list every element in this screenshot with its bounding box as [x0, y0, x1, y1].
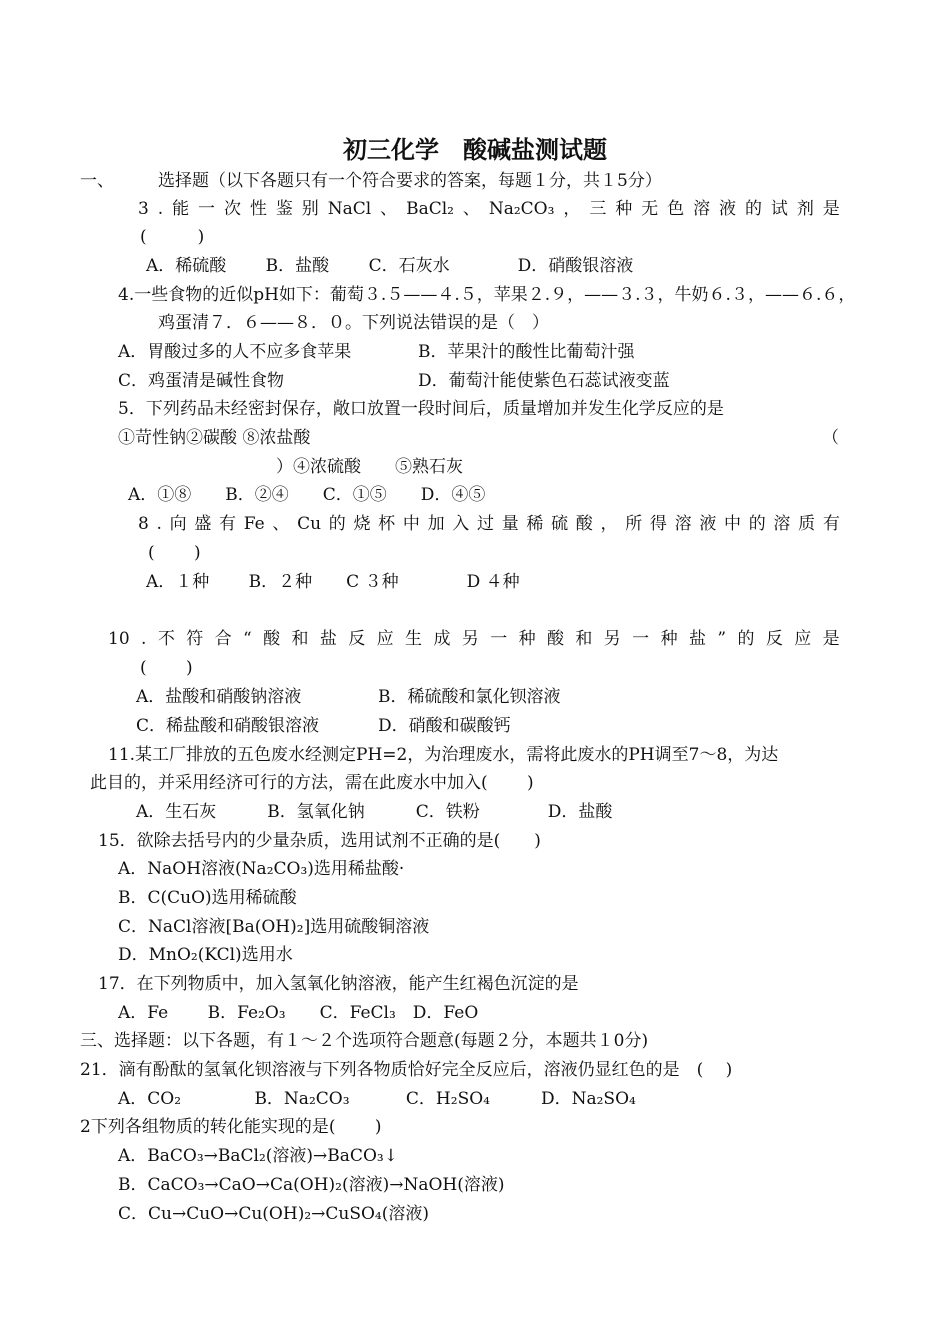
q11-stem-line1: 11.某工厂排放的五色废水经测定PH=2，为治理废水，需将此废水的PH调至7～8，为达 [108, 745, 779, 765]
q4-option-b: B．苹果汁的酸性比葡萄汁强 [418, 342, 635, 362]
q10-option-a: A．盐酸和硝酸钠溶液 [136, 687, 302, 707]
q10-option-b: B．稀硫酸和氯化钡溶液 [378, 687, 561, 707]
q21-stem: 21．滴有酚酞的氢氧化钡溶液与下列各物质恰好完全反应后，溶液仍显红色的是 ( ) [80, 1060, 733, 1080]
q17-stem: 17．在下列物质中，加入氢氧化钠溶液，能产生红褐色沉淀的是 [98, 974, 579, 994]
q11-stem-line2: 此目的，并采用经济可行的方法，需在此废水中加入( ) [90, 773, 534, 793]
q5-stem: 5．下列药品未经密封保存，敞口放置一段时间后，质量增加并发生化学反应的是 [118, 399, 724, 419]
q4-option-c: C．鸡蛋清是碱性食物 [118, 371, 285, 391]
q4-option-a: A．胃酸过多的人不应多食苹果 [118, 342, 352, 362]
q3-options: A．稀硫酸 B．盐酸 C．石灰水 D．硝酸银溶液 [146, 256, 634, 276]
q3-stem: 3 . 能 一 次 性 鉴 别 NaCl 、 BaCl₂ 、 Na₂CO₃ ， 三 种 无 色 溶 液 的 试 剂 是 [138, 199, 840, 219]
q4-option-d: D．葡萄汁能使紫色石蕊试液变蓝 [418, 371, 670, 391]
q15-option-a: A．NaOH溶液(Na₂CO₃)选用稀盐酸· [118, 859, 405, 879]
q11-options: A．生石灰 B．氢氧化钠 C．铁粉 D．盐酸 [136, 802, 613, 822]
q5-items-line1: ①苛性钠②碳酸 ⑧浓盐酸 [118, 428, 311, 448]
q2x-option-a: A．BaCO₃→BaCl₂(溶液)→BaCO₃↓ [118, 1146, 398, 1166]
q4-stem-line1: 4.一些食物的近似pH如下：葡萄３.５——４.５，苹果２.９，——３.３，牛奶６.３，——６.６， [118, 285, 856, 305]
q15-option-c: C．NaCl溶液[Ba(OH)₂]选用硫酸铜溶液 [118, 917, 430, 937]
q10-blank: ( ) [140, 658, 193, 678]
q2x-option-b: B．CaCO₃→CaO→Ca(OH)₂(溶液)→NaOH(溶液) [118, 1175, 505, 1195]
q10-option-c: C．稀盐酸和硝酸银溶液 [136, 716, 320, 736]
q5-options: A．①⑧ B．②④ C．①⑤ D．④⑤ [128, 485, 486, 505]
q10-stem: 10 . 不 符 合 “ 酸 和 盐 反 应 生 成 另 一 种 酸 和 另 一 种 盐 ” 的 反 应 是 [108, 629, 840, 649]
q2x-stem: 2下列各组物质的转化能实现的是( ) [80, 1117, 382, 1137]
q15-option-d: D．MnO₂(KCl)选用水 [118, 945, 293, 965]
q5-paren-open: （ [822, 428, 839, 448]
q3-blank: ( ) [140, 227, 205, 247]
q10-option-d: D．硝酸和碳酸钙 [378, 716, 511, 736]
q8-stem: 8 . 向 盛 有 Fe 、 Cu 的 烧 杯 中 加 入 过 量 稀 硫 酸 ， 所 得 溶 液 中 的 溶 质 有 [138, 514, 840, 534]
section-heading: 选择题（以下各题只有一个符合要求的答案，每题１分，共１5分） [158, 171, 662, 191]
q8-options: A．１种 B．２种 C ３种 D ４种 [146, 572, 520, 592]
q17-options: A．Fe B．Fe₂O₃ C．FeCl₃ D．FeO [118, 1003, 479, 1023]
q2x-option-c: C．Cu→CuO→Cu(OH)₂→CuSO₄(溶液) [118, 1204, 430, 1224]
page-title: 初三化学 酸碱盐测试题 [343, 135, 607, 164]
q5-items-line2: ）④浓硫酸 ⑤熟石灰 [276, 457, 463, 477]
section-number: 一、 [80, 171, 114, 191]
q8-blank: ( ) [148, 543, 201, 563]
q15-stem: 15．欲除去括号内的少量杂质，选用试剂不正确的是( ) [98, 831, 541, 851]
q21-options: A．CO₂ B．Na₂CO₃ C．H₂SO₄ D．Na₂SO₄ [118, 1089, 636, 1109]
q15-option-b: B．C(CuO)选用稀硫酸 [118, 888, 297, 908]
section3-heading: 三、选择题：以下各题，有１～２个选项符合题意(每题２分，本题共１0分) [80, 1031, 649, 1051]
q4-stem-line2: 鸡蛋清７．６——８．０。下列说法错误的是（ ） [158, 313, 549, 333]
